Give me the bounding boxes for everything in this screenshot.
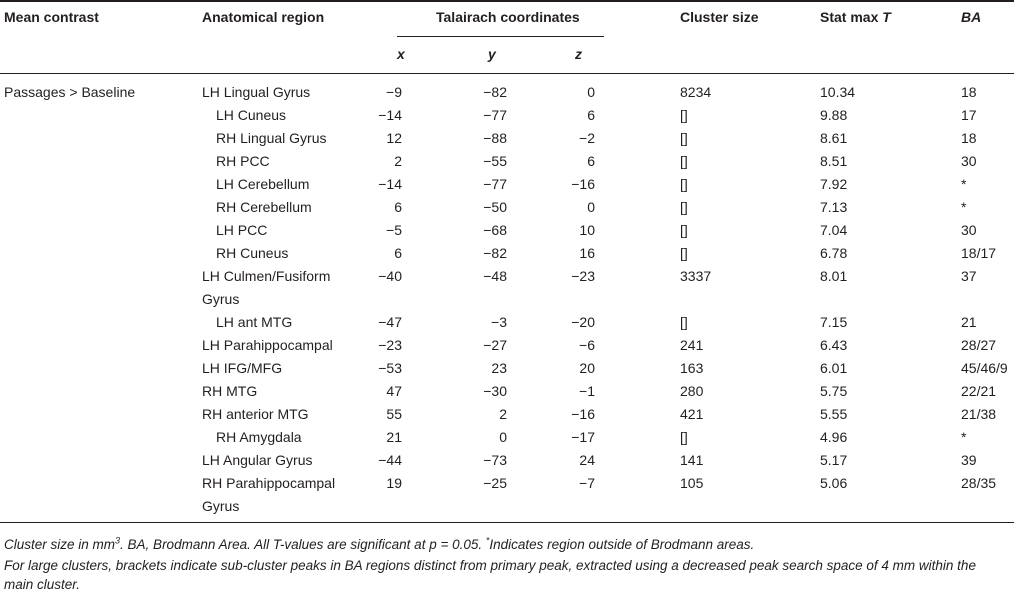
ba-cell: 28/27: [961, 337, 997, 353]
x-cell: −40: [378, 268, 402, 284]
ba-cell: 37: [961, 268, 977, 284]
stat-max-cell: 9.88: [820, 107, 848, 123]
region-cell-continuation: Gyrus: [202, 498, 240, 514]
cluster-size-cell: 163: [680, 360, 704, 376]
cluster-size-cell: 3337: [680, 268, 712, 284]
x-cell: −14: [378, 176, 402, 192]
region-cell: RH anterior MTG: [202, 406, 309, 422]
x-cell: 6: [394, 245, 402, 261]
x-cell: 21: [386, 429, 402, 445]
stat-max-cell: 4.96: [820, 429, 848, 445]
ba-cell: *: [961, 429, 967, 445]
region-cell: RH Cerebellum: [216, 199, 312, 215]
y-cell: −77: [483, 107, 507, 123]
x-cell: −47: [378, 314, 402, 330]
stat-max-cell: 5.17: [820, 452, 848, 468]
z-cell: −2: [579, 130, 595, 146]
stat-max-cell: 6.43: [820, 337, 848, 353]
table-row: [0, 449, 1014, 472]
z-cell: −23: [571, 268, 595, 284]
cluster-size-cell: []: [680, 222, 688, 238]
region-cell: RH Amygdala: [216, 429, 302, 445]
region-cell: RH MTG: [202, 383, 258, 399]
z-cell: −7: [579, 475, 595, 491]
talairach-subheader-rule: [397, 36, 604, 37]
stat-max-cell: 7.92: [820, 176, 848, 192]
header-cluster-size: Cluster size: [680, 9, 759, 25]
y-cell: −27: [483, 337, 507, 353]
table-row: [0, 196, 1014, 219]
cluster-size-cell: []: [680, 153, 688, 169]
x-cell: −9: [386, 84, 402, 100]
y-cell: −55: [483, 153, 507, 169]
stat-max-cell: 5.75: [820, 383, 848, 399]
cluster-size-cell: 141: [680, 452, 704, 468]
x-cell: 19: [386, 475, 402, 491]
stat-max-cell: 8.61: [820, 130, 848, 146]
ba-cell: 30: [961, 153, 977, 169]
y-cell: 2: [499, 406, 507, 422]
cluster-size-cell: 8234: [680, 84, 712, 100]
ba-cell: 30: [961, 222, 977, 238]
z-cell: 16: [579, 245, 595, 261]
header-mean-contrast: Mean contrast: [4, 9, 99, 25]
y-cell: −82: [483, 245, 507, 261]
ba-cell: 22/21: [961, 383, 997, 399]
table-row: [0, 380, 1014, 403]
table-row: [0, 81, 1014, 104]
cluster-size-cell: []: [680, 176, 688, 192]
y-cell: −25: [483, 475, 507, 491]
y-cell: 23: [491, 360, 507, 376]
ba-cell: 18: [961, 130, 977, 146]
header-x: x: [397, 46, 405, 62]
region-cell: LH Parahippocampal: [202, 337, 333, 353]
ba-cell: 18/17: [961, 245, 997, 261]
region-cell: RH Lingual Gyrus: [216, 130, 327, 146]
y-cell: 0: [499, 429, 507, 445]
footnote-1: Cluster size in $mm^3$. BA, Brodmann Area. All T-values are significant at p = 0.05. *Indicates region outside of Brodmann areas.: [4, 535, 755, 552]
x-cell: 6: [394, 199, 402, 215]
x-cell: −44: [378, 452, 402, 468]
footnote-3: main cluster.: [4, 577, 81, 592]
ba-cell: 21: [961, 314, 977, 330]
cluster-size-cell: 421: [680, 406, 704, 422]
y-cell: −73: [483, 452, 507, 468]
header-talairach-coordinates: Talairach coordinates: [436, 9, 580, 25]
y-cell: −88: [483, 130, 507, 146]
table-row: [0, 265, 1014, 307]
z-cell: −16: [571, 176, 595, 192]
ba-cell: *: [961, 176, 967, 192]
z-cell: −20: [571, 314, 595, 330]
region-cell: LH PCC: [216, 222, 268, 238]
stat-max-cell: 10.34: [820, 84, 856, 100]
z-cell: −1: [579, 383, 595, 399]
ba-cell: 18: [961, 84, 977, 100]
region-cell: LH ant MTG: [216, 314, 293, 330]
y-cell: −50: [483, 199, 507, 215]
stat-max-cell: 8.01: [820, 268, 848, 284]
x-cell: −53: [378, 360, 402, 376]
cluster-size-cell: []: [680, 107, 688, 123]
region-cell-continuation: Gyrus: [202, 291, 240, 307]
y-cell: −82: [483, 84, 507, 100]
table-row: [0, 242, 1014, 265]
stat-max-cell: 5.55: [820, 406, 848, 422]
z-cell: 20: [579, 360, 595, 376]
z-cell: −17: [571, 429, 595, 445]
y-cell: −68: [483, 222, 507, 238]
stat-max-cell: 8.51: [820, 153, 848, 169]
header-anatomical-region: Anatomical region: [202, 9, 325, 25]
z-cell: 6: [587, 153, 595, 169]
z-cell: 10: [579, 222, 595, 238]
region-cell: LH Culmen/Fusiform: [202, 268, 331, 284]
table-row: [0, 127, 1014, 150]
y-cell: −30: [483, 383, 507, 399]
region-cell: RH PCC: [216, 153, 270, 169]
table-row: [0, 311, 1014, 334]
cluster-size-cell: 280: [680, 383, 704, 399]
region-cell: LH IFG/MFG: [202, 360, 283, 376]
cluster-size-cell: 241: [680, 337, 704, 353]
stat-max-cell: 6.78: [820, 245, 848, 261]
z-cell: 24: [579, 452, 595, 468]
header-z: z: [575, 46, 582, 62]
ba-cell: 21/38: [961, 406, 997, 422]
x-cell: 47: [386, 383, 402, 399]
header-bottom-rule: [0, 73, 1014, 74]
z-cell: 0: [587, 199, 595, 215]
stat-max-cell: 7.15: [820, 314, 848, 330]
cluster-size-cell: []: [680, 130, 688, 146]
z-cell: −6: [579, 337, 595, 353]
region-cell: LH Cuneus: [216, 107, 287, 123]
cluster-size-cell: []: [680, 245, 688, 261]
x-cell: 55: [386, 406, 402, 422]
ba-cell: 45/46/9: [961, 360, 1008, 376]
stat-max-cell: 6.01: [820, 360, 848, 376]
table-row: [0, 403, 1014, 426]
stat-max-cell: 7.13: [820, 199, 848, 215]
ba-cell: 39: [961, 452, 977, 468]
region-cell: LH Angular Gyrus: [202, 452, 313, 468]
cluster-size-cell: 105: [680, 475, 704, 491]
stat-max-cell: 7.04: [820, 222, 848, 238]
contrast-cell: Passages > Baseline: [4, 84, 136, 100]
header-y: y: [488, 46, 496, 62]
header-stat-max: Stat max T: [820, 9, 891, 25]
table-row: [0, 472, 1014, 514]
region-cell: LH Lingual Gyrus: [202, 84, 311, 100]
cluster-size-cell: []: [680, 314, 688, 330]
x-cell: 2: [394, 153, 402, 169]
table-row: [0, 334, 1014, 357]
cluster-size-cell: []: [680, 429, 688, 445]
x-cell: −14: [378, 107, 402, 123]
ba-cell: 17: [961, 107, 977, 123]
ba-cell: 28/35: [961, 475, 997, 491]
region-cell: RH Cuneus: [216, 245, 289, 261]
region-cell: RH Parahippocampal: [202, 475, 336, 491]
table-row: [0, 219, 1014, 242]
z-cell: 0: [587, 84, 595, 100]
footnote-2: For large clusters, brackets indicate sub-cluster peaks in BA regions distinct from primary peak, extracted using a decreased peak search space of 4 mm within the: [4, 558, 976, 573]
table-row: [0, 173, 1014, 196]
z-cell: −16: [571, 406, 595, 422]
y-cell: −77: [483, 176, 507, 192]
table-row: [0, 357, 1014, 380]
table-row: [0, 426, 1014, 449]
stat-max-cell: 5.06: [820, 475, 848, 491]
cluster-size-cell: []: [680, 199, 688, 215]
y-cell: −48: [483, 268, 507, 284]
y-cell: −3: [491, 314, 507, 330]
header-ba: BA: [961, 9, 982, 25]
table-bottom-rule: [0, 522, 1014, 523]
table-row: [0, 104, 1014, 127]
x-cell: −5: [386, 222, 402, 238]
x-cell: −23: [378, 337, 402, 353]
table-row: [0, 150, 1014, 173]
table-top-rule: [0, 0, 1014, 2]
ba-cell: *: [961, 199, 967, 215]
region-cell: LH Cerebellum: [216, 176, 310, 192]
z-cell: 6: [587, 107, 595, 123]
x-cell: 12: [386, 130, 402, 146]
